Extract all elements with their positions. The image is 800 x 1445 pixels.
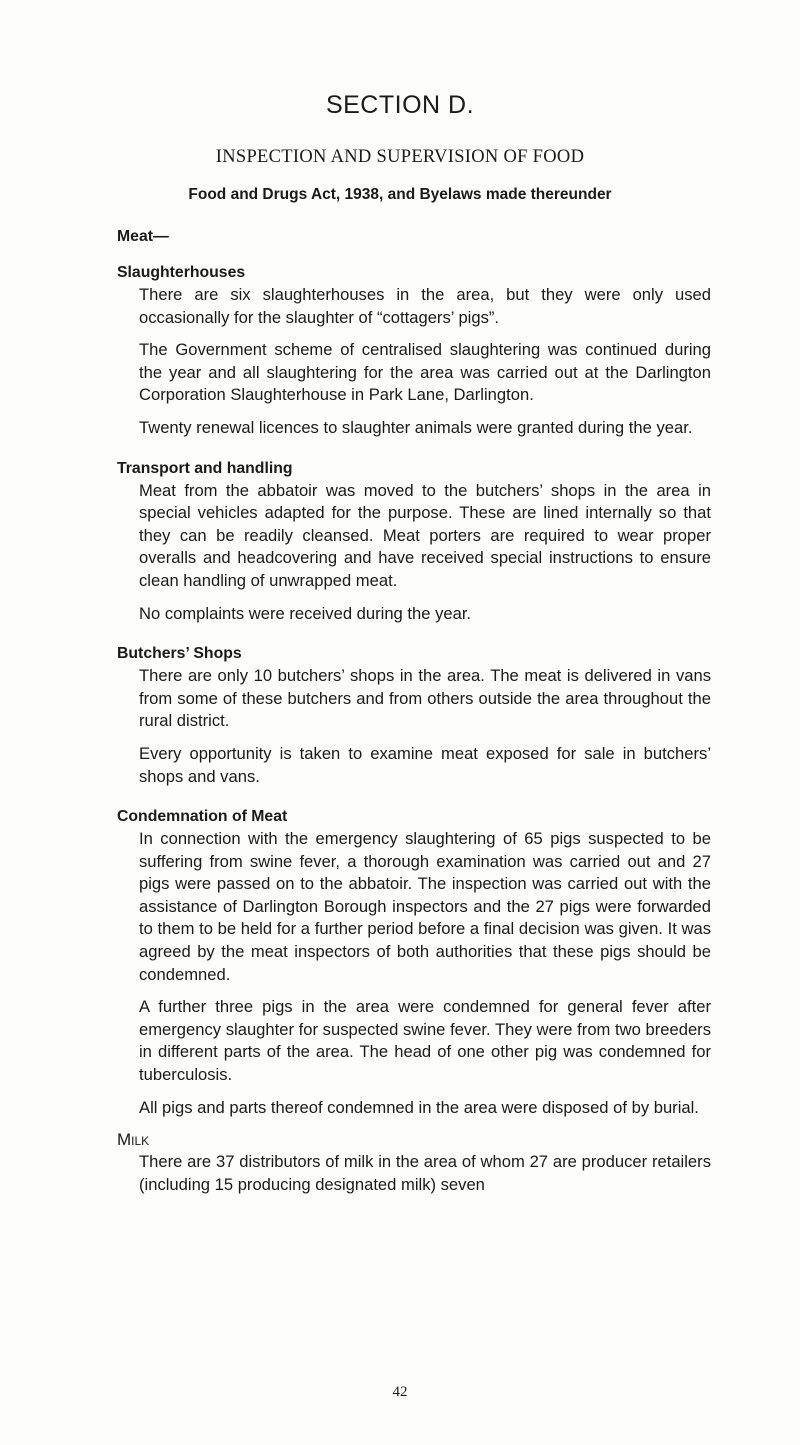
transport-paragraph-1: Meat from the abbatoir was moved to the butchers’ shops in the area in special vehicles adapted for the purpose. These are lined internally so that they can be readily cleansed. Meat porters are required to wear proper overalls and headcovering and have received special instructions to ensure clean handling of unwrapped meat.: [139, 480, 711, 590]
page-number: 42: [392, 1384, 408, 1400]
slaughterhouses-heading: Slaughterhouses: [117, 264, 246, 281]
butchers-paragraph-2: Every opportunity is taken to examine meat exposed for sale in butchers’ shops and vans.: [139, 743, 711, 786]
page-title: INSPECTION AND SUPERVISION OF FOOD: [215, 147, 585, 167]
slaughterhouses-paragraph-2: The Government scheme of centralised slaughtering was continued during the year and all slaughtering for the area was carried out at the Darlington Corporation Slaughterhouse in Park Lane, Darlington.: [139, 340, 711, 405]
condemnation-paragraph-1: In connection with the emergency slaughtering of 65 pigs suspected to be suffering from swine fever, a thorough examination was carried out and 27 pigs were passed on to the abbatoir. The inspection was carried out with the assistance of Darlington Borough inspectors and the 27 pigs were forwarded to them to be held for a further period before a final decision was given. It was agreed by the meat inspectors of both authorities that these pigs should be condemned.: [139, 829, 711, 984]
transport-paragraph-2: No complaints were received during the year.: [139, 603, 472, 623]
transport-heading: Transport and handling: [117, 459, 293, 477]
document-body: [117, 226, 711, 1206]
milk-heading: Milk: [117, 1130, 150, 1150]
meat-heading: Meat—: [117, 228, 169, 245]
condemnation-heading: Condemnation of Meat: [117, 808, 288, 826]
slaughterhouses-paragraph-1: There are six slaughterhouses in the area, but they were only used occasionally for the slaughter of “cottagers’ pigs”.: [139, 285, 711, 327]
butchers-heading: Butchers’ Shops: [117, 645, 242, 663]
condemnation-paragraph-2: A further three pigs in the area were condemned for general fever after emergency slaughter for suspected swine fever. They were from two breeders in different parts of the area. The head of one other pig was condemned for tuberculosis.: [139, 997, 711, 1085]
act-subtitle: Food and Drugs Act, 1938, and Byelaws made thereunder: [188, 186, 612, 203]
butchers-paragraph-1: There are only 10 butchers’ shops in the area. The meat is delivered in vans from some of these butchers and from others outside the area throughout the rural district.: [139, 666, 711, 731]
section-title: SECTION D.: [325, 91, 475, 119]
condemnation-paragraph-3: All pigs and parts thereof condemned in the area were disposed of by burial.: [139, 1097, 699, 1117]
slaughterhouses-paragraph-3: Twenty renewal licences to slaughter animals were granted during the year.: [139, 417, 693, 437]
milk-paragraph-1: There are 37 distributors of milk in the area of whom 27 are producer retailers (including 15 producing designated milk) seven: [139, 1152, 711, 1194]
